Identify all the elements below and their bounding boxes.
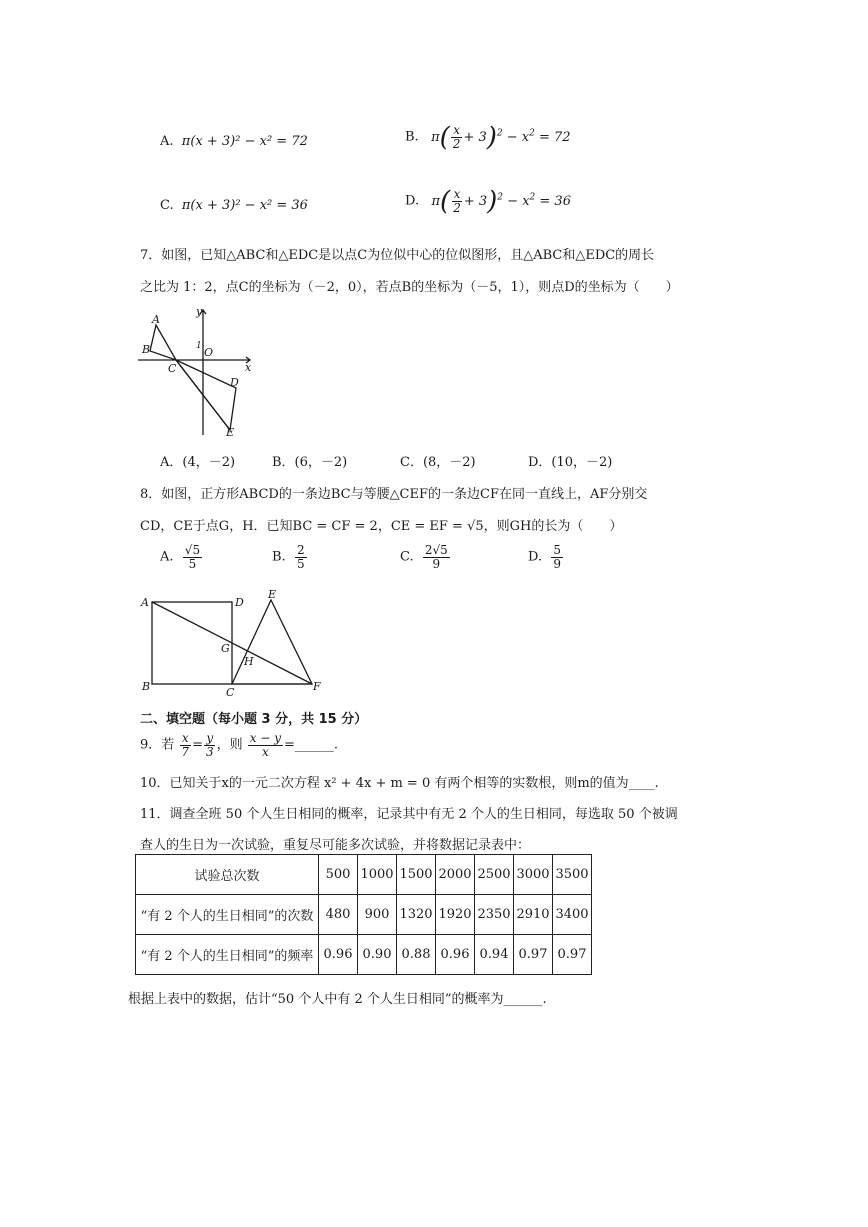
q7-line2: 之比为 1：2，点C的坐标为（－2，0），若点B的坐标为（－5，1），则点D的坐标为（ ）: [140, 280, 679, 295]
table-cell: 480: [319, 895, 358, 935]
q9-f2-num: y: [206, 731, 214, 745]
square-abcd: [152, 602, 232, 684]
q8-option-a-label: A.: [160, 549, 174, 565]
q8-option-c: [400, 544, 451, 570]
q8-option-c-label: C.: [400, 549, 414, 565]
table-cell: 3400: [553, 895, 592, 935]
q9: [140, 732, 338, 758]
q8-option-d-label: D.: [528, 549, 543, 565]
q8-line1: 8．如图，正方形ABCD的一条边BC与等腰△CEF的一条边CF在同一直线上，AF分别交: [140, 487, 648, 502]
q8-option-c-num: 2√5: [424, 543, 448, 557]
q9-f1-den: 7: [181, 744, 190, 759]
table-cell: 1000: [358, 855, 397, 895]
q9-f1-num: x: [181, 731, 189, 745]
q9-f2-den: 3: [205, 744, 214, 759]
row-header: “有 2 个人的生日相同”的次数: [136, 895, 319, 935]
table-cell: 3500: [553, 855, 592, 895]
q10-text: 10．已知关于x的一元二次方程 x² + 4x + m = 0 有两个相等的实数根，则m的值为____.: [140, 776, 659, 791]
q6-option-a-label: A.: [160, 134, 174, 149]
row-header: “有 2 个人的生日相同”的频率: [136, 935, 319, 975]
fig7-label-b: B: [142, 343, 151, 356]
table-cell: 0.94: [475, 935, 514, 975]
table-cell: 3000: [514, 855, 553, 895]
q8-option-a-fraction: [183, 544, 202, 570]
q9-eq: =: [192, 737, 203, 753]
q11-footer: 根据上表中的数据，估计“50 个人中有 2 个人生日相同”的概率为______.: [128, 992, 547, 1007]
q7-option-d: D．(10，－2): [528, 455, 613, 470]
section-title: 二、填空题（每小题 3 分，共 15 分）: [140, 712, 368, 727]
table-cell: 0.96: [319, 935, 358, 975]
fig7-label-c: C: [168, 362, 177, 375]
row-header: 试验总次数: [136, 855, 319, 895]
table-cell: 0.90: [358, 935, 397, 975]
table-cell: 2350: [475, 895, 514, 935]
q6-option-a: [160, 134, 308, 149]
q8-line2: CD，CE于点G，H．已知BC = CF = 2，CE = EF = √5，则GH的长为（ ）: [140, 519, 623, 534]
q7-line1: 7．如图，已知△ABC和△EDC是以点C为位似中心的位似图形，且△ABC和△EDC的周长: [140, 248, 655, 263]
q8-option-a-den: 5: [188, 556, 197, 571]
q9-frac-expr: [248, 732, 283, 758]
q8-option-d: [528, 544, 564, 570]
q9-prefix: 9．若: [140, 737, 175, 753]
fig8-label-c: C: [226, 686, 235, 698]
q6-option-b-rhs: = 72: [539, 129, 571, 145]
fig7-label-one: 1: [196, 341, 202, 351]
q9-mid: ，则: [216, 737, 243, 753]
fig8-label-d: D: [235, 596, 244, 609]
triangle-edc: [176, 360, 236, 430]
table-cell: 500: [319, 855, 358, 895]
q8-option-c-fraction: [423, 544, 450, 570]
triangle-cef: [232, 600, 312, 684]
fig8-label-a: A: [141, 596, 149, 609]
q7-figure: [138, 305, 258, 440]
table-cell: 2000: [436, 855, 475, 895]
q6-option-b-label: B.: [405, 129, 419, 145]
q6-option-a-expr: π(x + 3)² − x² = 72: [181, 134, 308, 149]
table-cell: 1500: [397, 855, 436, 895]
q6-option-d-rhs: = 36: [539, 193, 571, 209]
q6-option-c-label: C.: [160, 198, 174, 213]
q6-option-c-expr: π(x + 3)² − x² = 36: [181, 198, 308, 213]
fig7-label-a: A: [152, 313, 160, 326]
table-cell: 1920: [436, 895, 475, 935]
table-cell: 0.88: [397, 935, 436, 975]
fig8-label-h: H: [244, 655, 254, 668]
q11-line1: 11．调查全班 50 个人生日相同的概率，记录其中有无 2 个人的生日相同，每选取 50 个被调: [140, 807, 678, 822]
q6-option-d-label: D.: [405, 193, 420, 209]
fig7-label-o: O: [204, 346, 214, 359]
table-row: [136, 855, 592, 895]
fig8-label-e: E: [268, 588, 277, 601]
q9-suffix: =______.: [284, 737, 339, 753]
q8-option-b-den: 5: [296, 556, 305, 571]
q8-option-a-num: √5: [184, 543, 201, 557]
q8-option-d-den: 9: [553, 556, 561, 571]
q9-frac-x7: [179, 732, 191, 758]
q11-table: [135, 854, 592, 975]
q8-option-b-num: 2: [296, 543, 305, 557]
table-row: [136, 895, 592, 935]
q8-option-b: [272, 544, 308, 570]
fig8-label-b: B: [142, 680, 151, 693]
q9-frac-y3: [204, 732, 216, 758]
q8-figure: [138, 588, 328, 698]
triangle-abc: [150, 325, 176, 360]
table-cell: 0.97: [514, 935, 553, 975]
q6-option-d-expr: π( $\frac{x}{2}$ + $3)^2 - x^2 = 36$: [431, 186, 571, 216]
table-row: [136, 935, 592, 975]
q6-option-b: [405, 122, 571, 152]
table-cell: 2500: [475, 855, 514, 895]
table-cell: 0.97: [553, 935, 592, 975]
q11-line2: 查人的生日为一次试验，重复尽可能多次试验，并将数据记录表中：: [140, 838, 531, 853]
table-cell: 900: [358, 895, 397, 935]
q7-option-c: C．(8，－2): [400, 455, 476, 470]
fig8-label-g: G: [221, 642, 230, 655]
fig7-label-x: x: [245, 361, 252, 374]
q8-option-b-fraction: [295, 544, 307, 570]
table-cell: 0.96: [436, 935, 475, 975]
fig8-label-f: F: [313, 680, 321, 693]
q6-option-d: [405, 186, 571, 216]
q8-option-a: [160, 544, 203, 570]
q8-option-c-den: 9: [432, 556, 441, 571]
q7-option-b: B．(6，－2): [272, 455, 348, 470]
fig7-label-y: y: [196, 305, 203, 318]
q8-option-b-label: B.: [272, 549, 286, 565]
q6-option-b-expr: π( $\frac{x}{2}$ + $3)^2 - x^2 = 72$: [431, 122, 571, 152]
q7-option-a: A．(4，－2): [160, 455, 236, 470]
q6-option-c: [160, 198, 308, 213]
q8-option-d-fraction: [551, 544, 563, 570]
table-cell: 2910: [514, 895, 553, 935]
fig7-label-e: E: [226, 426, 235, 439]
q8-option-d-num: 5: [553, 543, 561, 557]
fig7-label-d: D: [230, 376, 239, 389]
table-cell: 1320: [397, 895, 436, 935]
q9-f3-den: x: [261, 744, 269, 759]
q9-f3-num: x − y: [249, 731, 281, 745]
